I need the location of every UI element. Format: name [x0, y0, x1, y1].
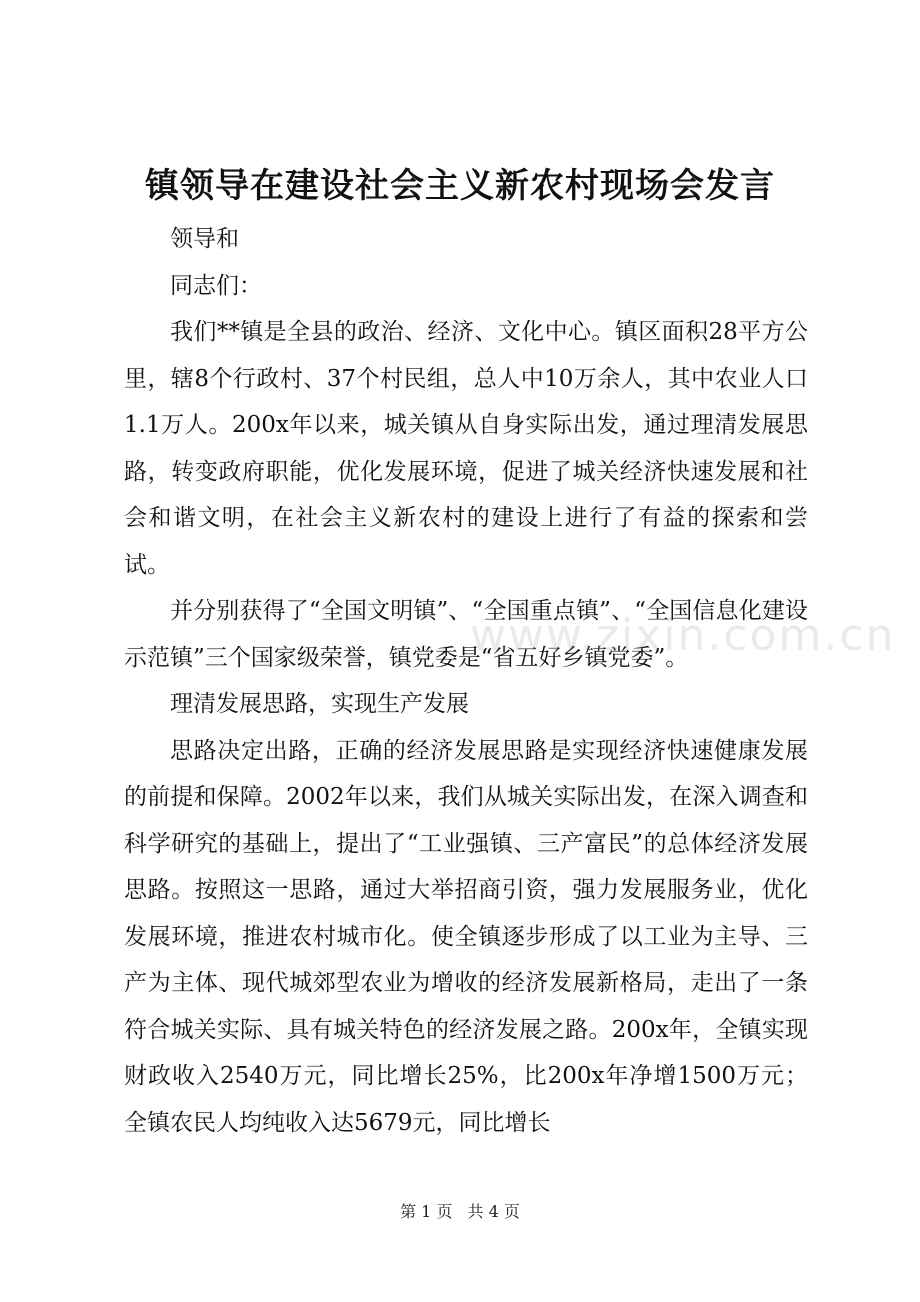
paragraph-introduction: 我们**镇是全县的政治、经济、文化中心。镇区面积28平方公里，辖8个行政村、37个村民组，总人中10万余人，其中农业人口1.1万人。200x年以来，城关镇从自身实际出发，通过理清发展思路，转变政府职能，优化发展环境，促进了城关经济快速发展和社会和谐文明，在社会主义新农村的建设上进行了有益的探索和尝试。	[124, 319, 808, 578]
page-total: 共 4 页	[467, 1202, 520, 1221]
salutation-line-1: 领导和	[170, 226, 239, 252]
salutation-line-2: 同志们：	[170, 272, 262, 299]
paragraph-development-thinking: 思路决定出路，正确的经济发展思路是实现经济快速健康发展的前提和保障。2002年以来，我们从城关实际出发，在深入调查和科学研究的基础上，提出了“工业强镇、三产富民”的总体经济发展思路。按照这一思路，通过大举招商引资，强力发展服务业，优化发展环境，推进农村城市化。使全镇逐步形成了以工业为主导、三产为主体、现代城郊型农业为增收的经济发展新格局，走出了一条符合城关实际、具有城关特色的经济发展之路。200x年，全镇实现财政收入2540万元，同比增长25%，比200x年净增1500万元；全镇农民人均纯收入达5679元，同比增长	[124, 737, 808, 1136]
page-footer	[0, 1200, 920, 1224]
page-number: 第 1 页	[400, 1202, 453, 1221]
paragraph-honors: 并分别获得了“全国文明镇”、“全国重点镇”、“全国信息化建设示范镇”三个国家级荣誉，镇党委是“省五好乡镇党委”。	[124, 598, 808, 671]
document-body	[124, 216, 808, 1146]
watermark: www.zixin.com.cn	[470, 610, 896, 661]
document-title: 镇领导在建设社会主义新农村现场会发言	[145, 166, 775, 206]
section-heading: 理清发展思路，实现生产发展	[170, 691, 469, 717]
